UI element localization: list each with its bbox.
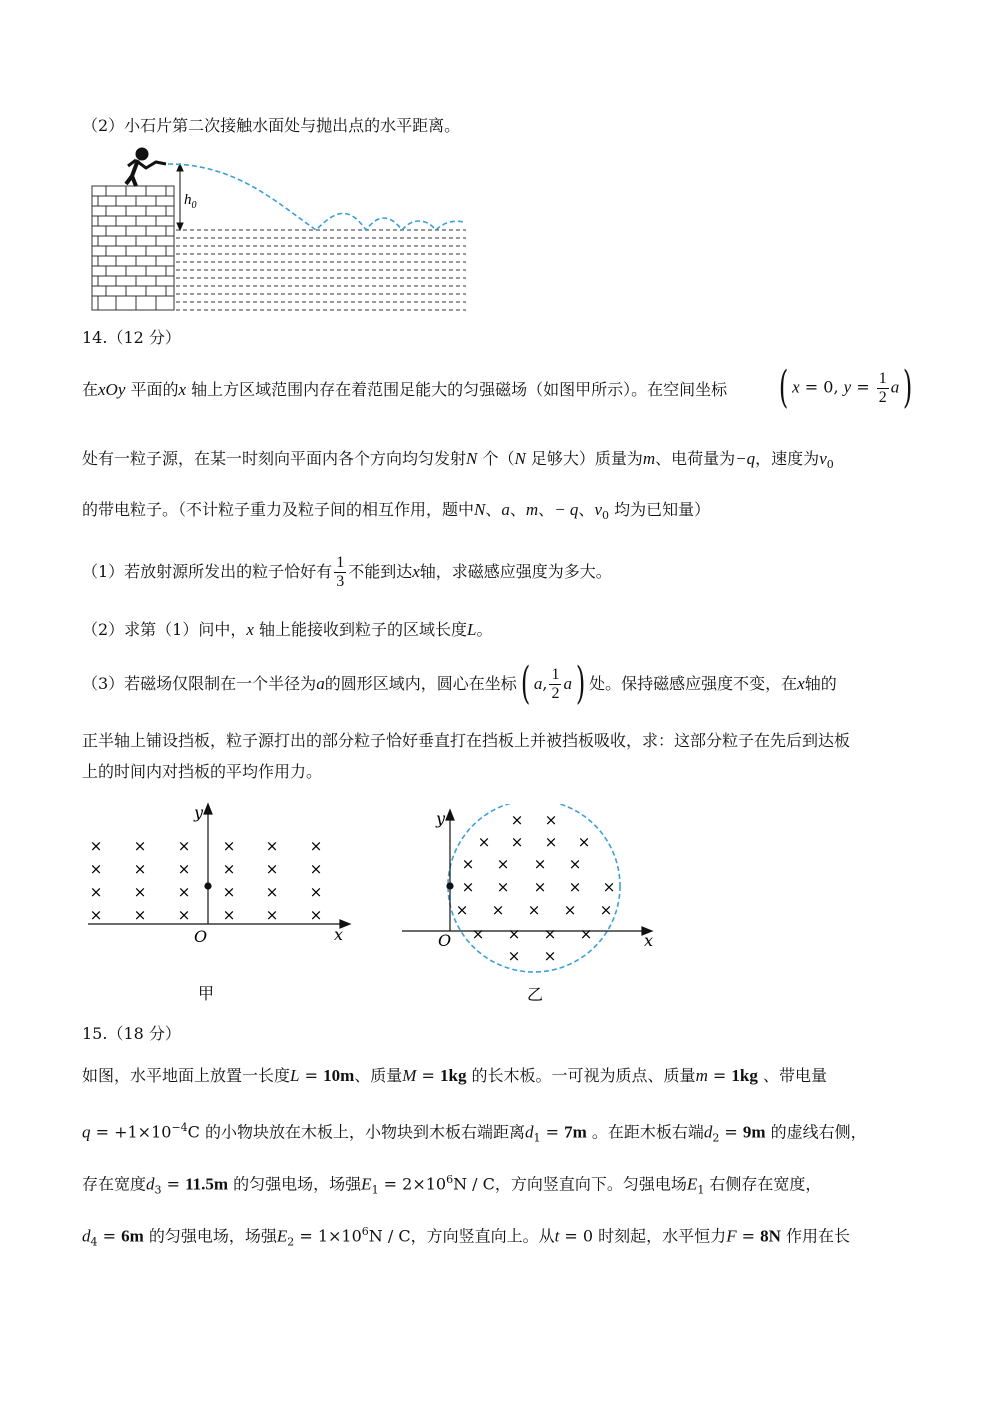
q14-part2: （2）求第（1）问中，x 轴上能接收到粒子的区域长度L。 (82, 620, 493, 639)
yi-cross: × (510, 811, 524, 829)
figure-jia (84, 798, 354, 1008)
yi-cross: × (579, 925, 593, 943)
stone-trajectory (168, 164, 464, 230)
height-arrow (177, 164, 183, 230)
q14-intro-line2: 处有一粒子源，在某一时刻向平面内各个方向均匀发射N 个（N 足够大）质量为m、电荷量为−q，速度为$v_0$ (82, 449, 834, 472)
jia-cross: × (89, 837, 103, 855)
q15-line2: $q = +1\times 10^{-4}C$ 的小物块放在木板上，小物块到木板右端距离$d_1 = 7m$ 。在距木板右端$d_2 = 9m$ 的虚线右侧， (82, 1121, 867, 1145)
jia-cross: × (309, 860, 323, 878)
jia-cross: × (222, 860, 236, 878)
jia-crosses (90, 837, 323, 924)
jia-cross: × (177, 883, 191, 901)
jia-cross: × (309, 837, 323, 855)
yi-cross: × (455, 901, 469, 919)
q14-source-coordinate: ( x = 0, y = $\frac{1}{2}$ a) (778, 362, 913, 413)
jia-cross: × (265, 883, 279, 901)
q14-intro-line3: 的带电粒子。（不计粒子重力及粒子间的相互作用，题中N、a、m、− q、$v_0$ 均为已知量） (82, 500, 711, 523)
yi-cross: × (533, 855, 547, 873)
yi-cross: × (599, 901, 613, 919)
yi-cross: × (544, 811, 558, 829)
jia-cross: × (222, 906, 236, 924)
jia-cross: × (89, 906, 103, 924)
figure-yi (398, 804, 660, 1010)
q15-line3: 存在宽度$d_3 = 11.5m$ 的匀强电场，场强$E_1 = 2\times 10^6N / C$，方向竖直向下。匀强电场$E_1$ 右侧存在宽度， (82, 1173, 822, 1197)
q14-header: 14.（12 分） (82, 328, 181, 347)
jia-cross: × (177, 860, 191, 878)
yi-cross: × (602, 878, 616, 896)
yi-x-label: x (644, 931, 654, 950)
jia-cross: × (89, 860, 103, 878)
jia-cross: × (309, 906, 323, 924)
jia-cross: × (222, 883, 236, 901)
yi-cross: × (496, 878, 510, 896)
yi-cross: × (544, 833, 558, 851)
jia-y-label: y (194, 803, 204, 822)
jia-cross: × (133, 906, 147, 924)
jia-cross: × (177, 906, 191, 924)
yi-cross: × (577, 833, 591, 851)
q15-line4: $d_4 = 6m$ 的匀强电场，场强$E_2 = 1\times 10^6N / C$，方向竖直向上。从t = 0 时刻起，水平恒力F = 8N 作用在长 (82, 1225, 851, 1249)
jia-cross: × (89, 883, 103, 901)
yi-caption: 乙 (527, 985, 544, 1004)
q14-part3-line3: 上的时间内对挡板的平均作用力。 (82, 762, 323, 781)
q14-part3-line2: 正半轴上铺设挡板，粒子源打出的部分粒子恰好垂直打在挡板上并被挡板吸收，求：这部分粒子在先后到达板 (82, 731, 851, 750)
yi-cross: × (507, 925, 521, 943)
jia-cross: × (222, 837, 236, 855)
q14-part1: （1）若放射源所发出的粒子恰好有 $\frac{1}{3}$ 不能到达 x 轴，求磁感应强度为多大。 (82, 553, 612, 590)
yi-cross: × (510, 833, 524, 851)
q14-part3-line1: （3）若磁场仅限制在一个半径为 a 的圆形区域内，圆心在坐标 ( a , $\frac{1}{2}$ a ) 处。保持磁感应强度不变，在 x 轴的 (82, 658, 837, 709)
q15-header: 15.（18 分） (82, 1024, 181, 1043)
jia-cross: × (309, 883, 323, 901)
yi-cross: × (496, 855, 510, 873)
water-lines (176, 230, 466, 310)
yi-cross: × (477, 833, 491, 851)
yi-cross: × (491, 901, 505, 919)
q14-intro-line1: 在xOy 平面的x 轴上方区域范围内存在着范围足能大的匀强磁场（如图甲所示）。在空间坐标 (82, 380, 728, 399)
yi-cross: × (563, 901, 577, 919)
yi-y-label: y (436, 809, 446, 828)
jia-cross: × (265, 860, 279, 878)
jia-cross: × (133, 860, 147, 878)
jia-caption: 甲 (198, 984, 215, 1003)
stone-skipping-figure (86, 142, 470, 312)
yi-cross: × (568, 878, 582, 896)
yi-cross: × (461, 855, 475, 873)
yi-origin-label: O (438, 931, 452, 950)
yi-crosses (456, 811, 616, 965)
jia-cross: × (133, 837, 147, 855)
yi-cross: × (568, 855, 582, 873)
yi-cross: × (543, 947, 557, 965)
yi-cross: × (461, 878, 475, 896)
q15-line1: 如图，水平地面上放置一长度L = 10m、质量M = 1kg 的长木板。一可视为质点、质量m = 1kg 、带电量 (82, 1066, 827, 1085)
jia-cross: × (265, 837, 279, 855)
thrower-figure (126, 148, 166, 186)
jia-cross: × (177, 837, 191, 855)
q13-part2: （2）小石片第二次接触水面处与抛出点的水平距离。 (82, 116, 461, 135)
jia-x-label: x (334, 925, 344, 944)
jia-origin-label: O (194, 927, 208, 946)
yi-cross: × (543, 925, 557, 943)
jia-cross: × (265, 906, 279, 924)
brick-wall (92, 186, 174, 310)
yi-cross: × (527, 901, 541, 919)
height-label: $h_0$ (184, 192, 197, 211)
yi-cross: × (507, 947, 521, 965)
yi-cross: × (533, 878, 547, 896)
yi-cross: × (471, 925, 485, 943)
jia-cross: × (133, 883, 147, 901)
